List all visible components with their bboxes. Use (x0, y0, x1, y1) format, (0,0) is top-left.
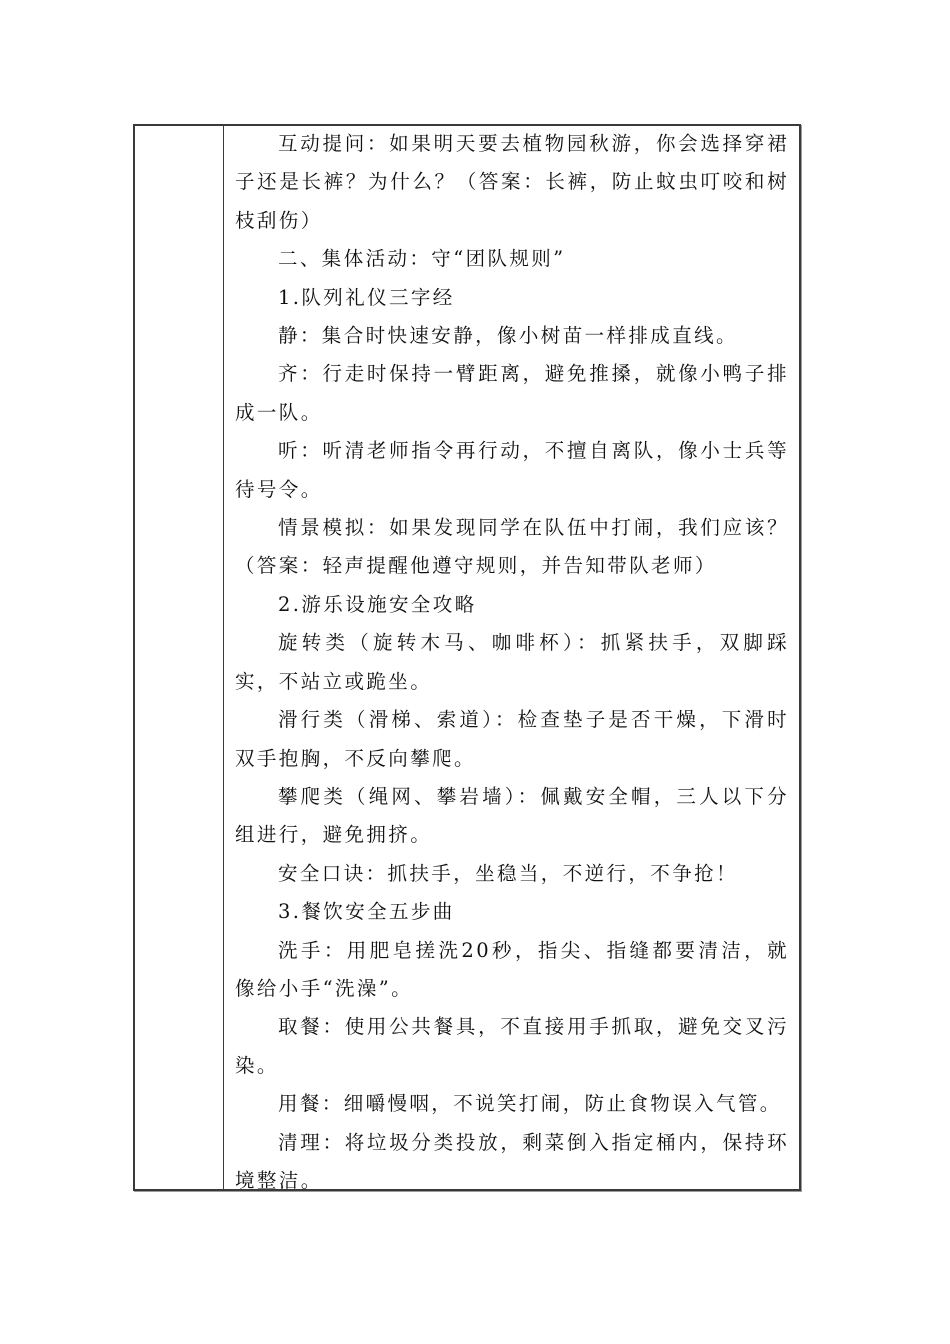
paragraph-safety-rhyme: 安全口诀：抓扶手，坐稳当，不逆行，不争抢！ (278, 861, 738, 885)
paragraph-sliding-rides: 滑行类（滑梯、索道）：检查垫子是否干燥，下滑时双手抱胸，不反向攀爬。 (235, 708, 789, 770)
paragraph-listen: 听：听清老师指令再行动，不擅自离队，像小士兵等待号令。 (235, 439, 789, 501)
paragraph-rotating-rides: 旋转类（旋转木马、咖啡杯）：抓紧扶手，双脚踩实，不站立或跪坐。 (235, 631, 789, 693)
section-heading-group-activity: 二、集体活动：守“团队规则” (278, 247, 566, 271)
table-left-cell (135, 126, 224, 1189)
table-content-cell (224, 126, 799, 1192)
subheading-ride-safety: 2.游乐设施安全攻略 (278, 592, 477, 616)
paragraph-interactive-question: 互动提问：如果明天要去植物园秋游，你会选择穿裙子还是长裤？为什么？（答案：长裤，防止蚊虫叮咬和树枝刮伤） (235, 132, 789, 232)
paragraph-orderly: 齐：行走时保持一臂距离，避免推搡，就像小鸭子排成一队。 (235, 362, 789, 424)
paragraph-climbing-rides: 攀爬类（绳网、攀岩墙）：佩戴安全帽，三人以下分组进行，避免拥挤。 (235, 784, 789, 847)
paragraph-cleanup: 清理：将垃圾分类投放，剩菜倒入指定桶内，保持环境整洁。 (235, 1130, 789, 1192)
paragraph-wash-hands: 洗手：用肥皂搓洗20秒，指尖、指缝都要清洁，就像给小手“洗澡”。 (235, 938, 789, 1000)
lesson-table (133, 124, 801, 1191)
subheading-queue-etiquette: 1.队列礼仪三字经 (278, 285, 455, 309)
paragraph-quiet: 静：集合时快速安静，像小树苗一样排成直线。 (278, 324, 738, 348)
subheading-food-safety: 3.餐饮安全五步曲 (278, 900, 455, 924)
paragraph-eating: 用餐：细嚼慢咽，不说笑打闹，防止食物误入气管。 (278, 1092, 782, 1116)
paragraph-take-food: 取餐：使用公共餐具，不直接用手抓取，避免交叉污染。 (235, 1015, 789, 1077)
paragraph-scenario: 情景模拟：如果发现同学在队伍中打闹，我们应该？（答案：轻声提醒他遵守规则，并告知带队老师） (235, 516, 789, 578)
